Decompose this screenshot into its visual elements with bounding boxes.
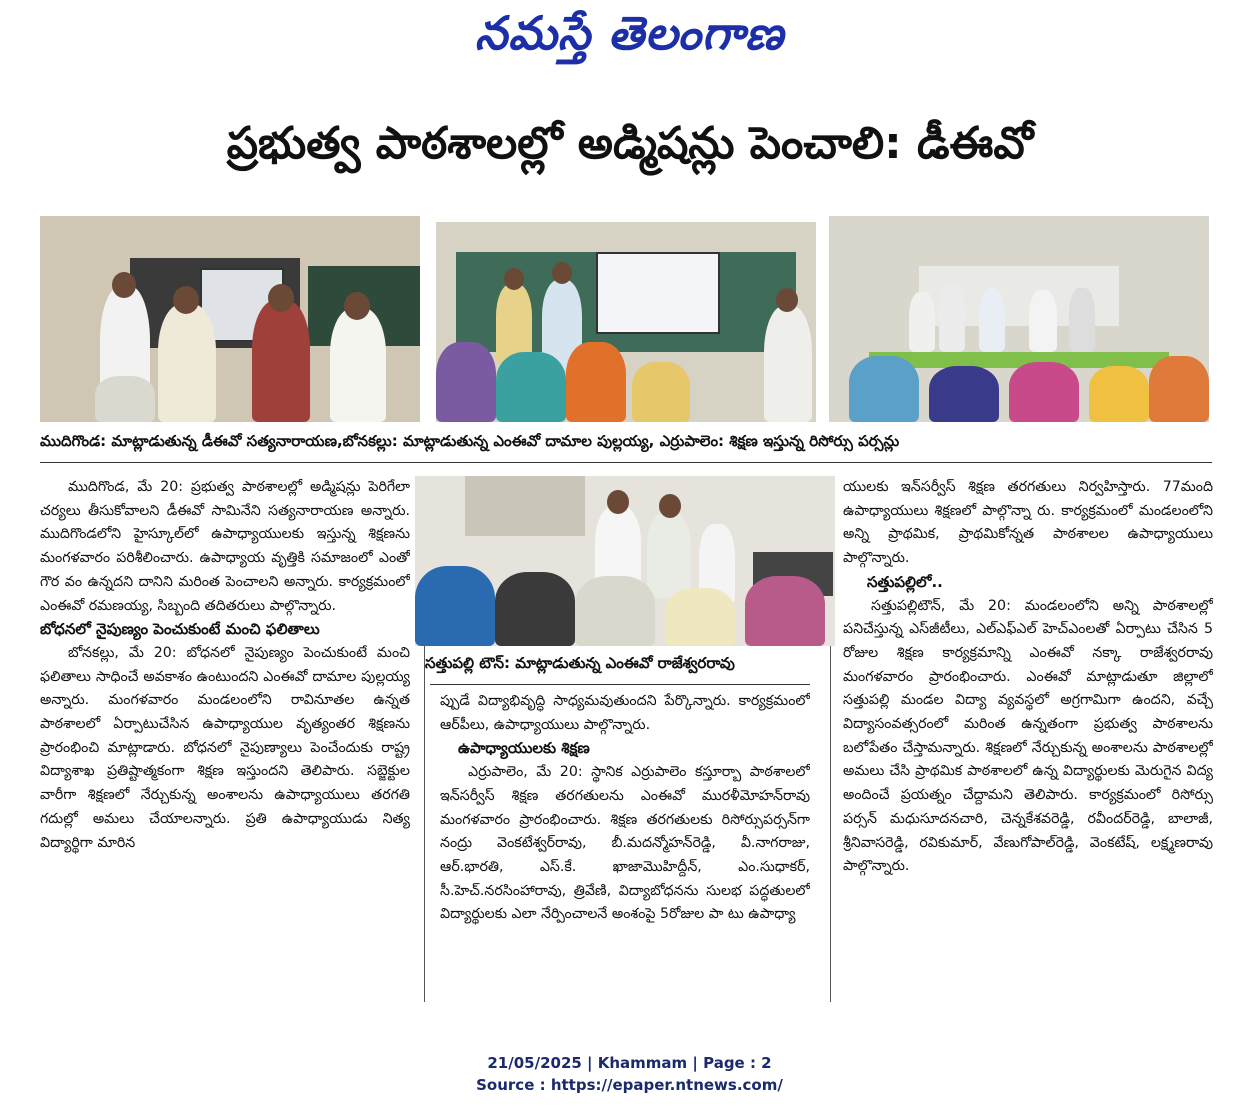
col1-paragraph-2: బోనకల్లు, మే 20: బోధనలో నైపుణ్యం పెంచుకుంటే మంచి ఫలితాలు సాధించే అవకాశం ఉంటుందని ఎంఈవో దామాల పుల్లయ్య అన్నారు. మంగళవారం మండలంలోని రావినూతల ఉన్నత పాఠశాలలో ఏర్పాటుచేసిన ఉపాధ్యాయుల వృత్యంతర శిక్షణను ప్రారంభించి మాట్లాడారు. బోధనలో నైపుణ్యాలు పెంచేందుకు రాష్ట్ర విద్యాశాఖ ప్రతిష్టాత్మకంగా శిక్షణ ఇస్తుందని తెలిపారు. సబ్జెక్టుల వారీగా శిక్షణలో నేర్చుకున్న అంశాలను ఉపాధ్యాయులు తరగతి గదుల్లో అమలు చేయాలన్నారు. ప్రతి ఉపాధ్యాయుడు నిత్య విద్యార్థిగా మారిన xyxy=(40,644,410,851)
col1-subhead: బోధనలో నైపుణ్యం పెంచుకుంటే మంచి ఫలితాలు xyxy=(40,620,320,639)
top-photo-caption: ముదిగొండ: మాట్లాడుతున్న డీఈవో సత్యనారాయణ,బోనకల్లు: మాట్లాడుతున్న ఎంఈవో దామాల పుల్లయ్య, ఎర్రుపాలెం: శిక్షణ ఇస్తున్న రిసోర్సు పర్సన్లు xyxy=(40,432,900,450)
col2-paragraph-2: ఎర్రుపాలెం, మే 20: స్థానిక ఎర్రుపాలెం కస్తూర్బా పాఠశాలలో ఇన్‌సర్వీస్ శిక్షణ తరగతులను ఎంఈవో మురళీమోహన్‌రావు మంగళవారం ప్రారంభించారు. శిక్షణ తరగతులకు రిసోర్సుపర్సన్‌గా నంద్రు వెంకటేశ్వర్‌రావు, బీ.మదన్మోహన్‌రెడ్డి, వీ.నాగరాజు, ఆర్.భారతి, ఎస్.కే. ఖాజామొహిద్దీన్, ఎం.సుధాకర్, సీ.హెచ్.నరసింహారావు, త్రివేణి, విద్యాబోధనను సులభ పద్ధతులలో విద్యార్థులకు ఎలా నేర్పించాలనే అంశంపై 5రోజుల పా టు ఉపాధ్యా xyxy=(440,764,810,923)
footer-date-edition: 21/05/2025 | Khammam | Page : 2 xyxy=(487,1054,772,1072)
col1-paragraph-1: ముదిగొండ, మే 20: ప్రభుత్వ పాఠశాలల్లో అడ్మిషన్లు పెరిగేలా చర్యలు తీసుకోవాలని డీఈవో సామినేని సత్యనారాయణ అన్నారు. ముదిగొండలోని హైస్కూల్‌లో ఉపాధ్యాయులకు ఇస్తున్న శిక్షణను మంగళవారం పరిశీలించారు. ఉపాధ్యాయ వృత్తికి సమాజంలో ఎంతో గౌర వం ఉన్నదని దానిని మరింత పెంచాలని అన్నారు. కార్యక్రమంలో ఎంఈవో రమణయ్య, సిబ్బంది తదితరులు పాల్గొన్నారు. xyxy=(40,479,410,614)
photo-bonakallu xyxy=(436,222,816,422)
divider xyxy=(430,684,810,685)
column-1 xyxy=(40,476,410,998)
divider xyxy=(40,462,1212,463)
photo-errupalem xyxy=(829,216,1209,422)
column-divider xyxy=(830,646,831,1002)
col2-paragraph-1: ప్పుడే విద్యాభివృద్ధి సాధ్యమవుతుందని పేర్కొన్నారు. కార్యక్రమంలో ఆర్‌పీలు, ఉపాధ్యాయులు పాల్గొన్నారు. xyxy=(440,693,810,733)
headline: ప్రభుత్వ పాఠశాలల్లో అడ్మిషన్లు పెంచాలి: డీఈవో xyxy=(226,118,1034,169)
footer-source: Source : https://epaper.ntnews.com/ xyxy=(476,1076,783,1094)
col3-paragraph-2: సత్తుపల్లిటౌన్, మే 20: మండలంలోని అన్ని పాఠశాలల్లో పనిచేస్తున్న ఎస్‌జీటీలు, ఎల్‌ఎఫ్‌ఎల్ హెచ్‌ఎంలతో ఏర్పాటు చేసిన 5 రోజుల శిక్షణ కార్యక్రమాన్ని ఎంఈవో నక్కా రాజేశ్వరరావు మంగళవారం ప్రారంభించారు. ఎంఈవో మాట్లాడుతూ జిల్లాలో సత్తుపల్లి మండల విద్యా వ్యవస్థలో అగ్రగామిగా ఉందని, వచ్చే విద్యాసంవత్సరంలో మరింత ఉన్నతంగా ప్రభుత్వ పాఠశాలను బలోపేతం చేస్తామన్నారు. శిక్షణలో నేర్చుకున్న అంశాలను పాఠశాలల్లో అమలు చేసి ప్రాథమిక పాఠశాలలో ఉన్న విద్యార్థులకు మెరుగైన విద్య అందించే ప్రయత్నం చేద్దామని తెలిపారు. కార్యక్రమంలో రిసోర్సు పర్సన్ మధుసూదనచారి, చెన్నకేశవరెడ్డి, రవీందర్‌రెడ్డి, బాలాజీ, శ్రీనివాసరెడ్డి, రవికుమార్, వేణుగోపాల్‌రెడ్డి, వెంకటేష్, లక్ష్మణరావు పాల్గొన్నారు. xyxy=(843,597,1213,875)
masthead-title: నమస్తే తెలంగాణ xyxy=(474,6,785,60)
column-2 xyxy=(440,690,810,1002)
col3-subhead: సత్తుపల్లిలో.. xyxy=(867,572,943,591)
sattupalli-photo-caption: సత్తుపల్లి టౌన్: మాట్లాడుతున్న ఎంఈవో రాజేశ్వరరావు xyxy=(425,654,735,672)
photo-sattupalli xyxy=(415,476,835,646)
photo-mudigonda xyxy=(40,216,420,422)
masthead xyxy=(0,0,1259,80)
col2-subhead: ఉపాధ్యాయులకు శిక్షణ xyxy=(458,739,590,758)
column-3 xyxy=(843,476,1213,1002)
col3-paragraph-1: యులకు ఇన్‌సర్వీస్ శిక్షణ తరగతులు నిర్వహిస్తారు. 77మంది ఉపాధ్యాయులు శిక్షణలో పాల్గొన్నా రు. కార్యక్రమంలో మండలంలోని అన్ని ప్రాథమిక, ప్రాథమికోన్నత పాఠశాలల ఉపాధ్యాయులు పాల్గొన్నారు. xyxy=(843,479,1213,567)
